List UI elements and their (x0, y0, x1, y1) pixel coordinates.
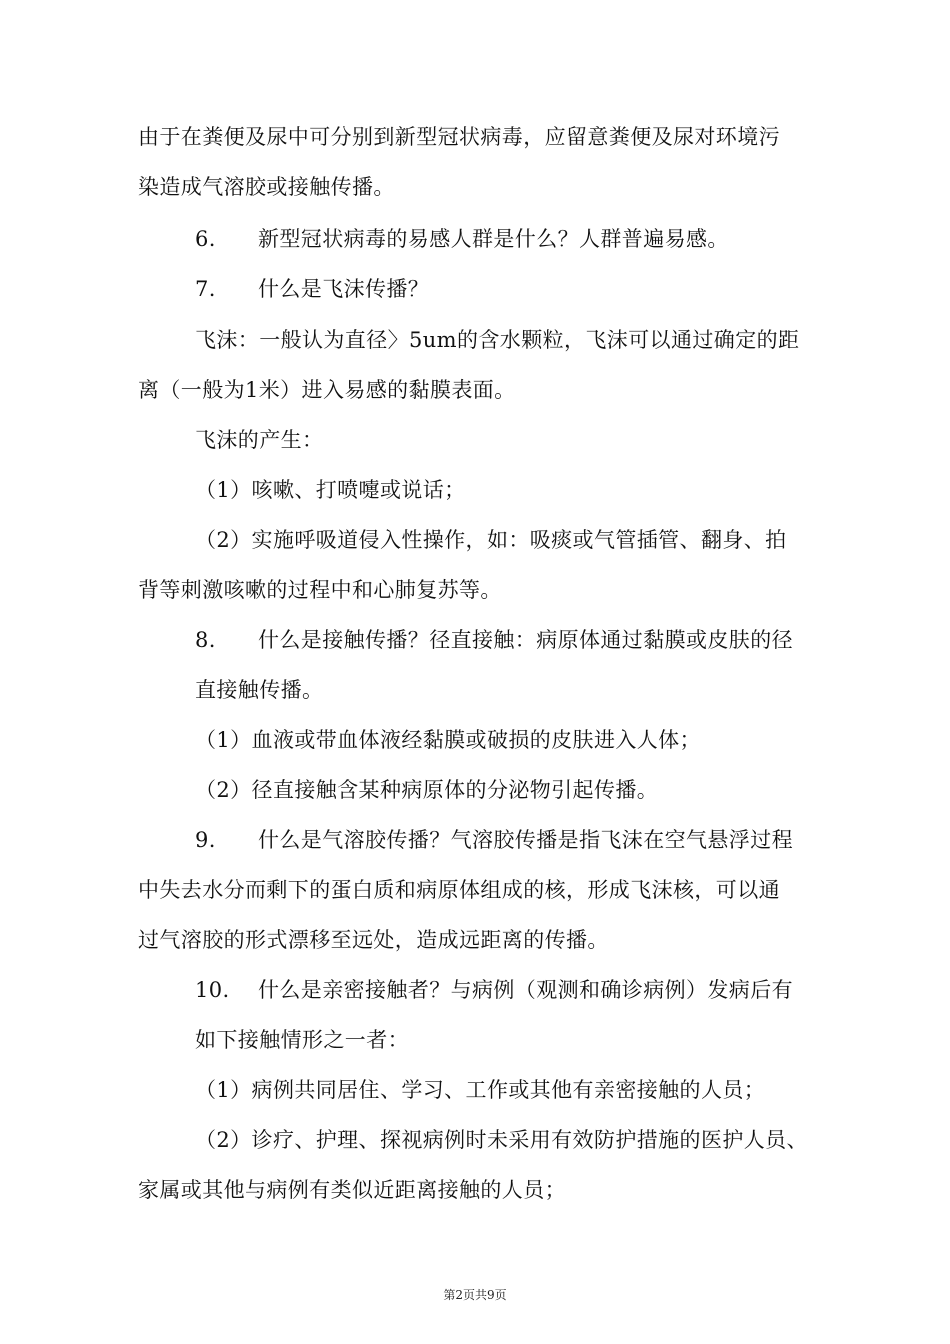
paragraph-line: 飞沫的产生： (195, 428, 324, 452)
list-item: （2）诊疗、护理、探视病例时未采用有效防护措施的医护人员、 (195, 1128, 808, 1152)
paragraph-line: 染造成气溶胶或接触传播。 (138, 175, 395, 199)
paragraph-line: 背等刺激咳嗽的过程中和心肺复苏等。 (138, 578, 502, 602)
paragraph-line: 飞沫：一般认为直径〉5um的含水颗粒，飞沫可以通过确定的距 (195, 328, 800, 352)
paragraph-line: 中失去水分而剩下的蛋白质和病原体组成的核，形成飞沫核，可以通 (138, 878, 780, 902)
question-line: 什么是飞沫传播？ (258, 277, 430, 301)
paragraph-line: 离（一般为1米）进入易感的黏膜表面。 (138, 378, 516, 402)
question-line: 什么是气溶胶传播？气溶胶传播是指飞沫在空气悬浮过程 (258, 828, 793, 852)
paragraph-line: 由于在粪便及尿中可分别到新型冠状病毒，应留意粪便及尿对环境污 (138, 125, 780, 149)
list-item: （2）径直接触含某种病原体的分泌物引起传播。 (195, 778, 659, 802)
list-item: （1）咳嗽、打喷嚏或说话； (195, 478, 466, 502)
item-number: 8. (195, 628, 216, 652)
item-number: 6. (195, 227, 216, 251)
list-item: （2）实施呼吸道侵入性操作，如：吸痰或气管插管、翻身、拍 (195, 528, 787, 552)
question-line: 新型冠状病毒的易感人群是什么？人群普遍易感。 (258, 227, 729, 251)
question-line: 什么是亲密接触者？与病例（观测和确诊病例）发病后有 (258, 978, 793, 1002)
item-number: 10. (195, 978, 230, 1002)
paragraph-line: 家属或其他与病例有类似近距离接触的人员； (138, 1178, 566, 1202)
paragraph-line: 过气溶胶的形式漂移至远处，造成远距离的传播。 (138, 928, 609, 952)
paragraph-line: 直接触传播。 (195, 678, 324, 702)
item-number: 7. (195, 277, 216, 301)
page-footer: 第2页共9页 (443, 1288, 507, 1302)
item-number: 9. (195, 828, 216, 852)
question-line: 什么是接触传播？径直接触：病原体通过黏膜或皮肤的径 (258, 628, 793, 652)
list-item: （1）血液或带血体液经黏膜或破损的皮肤进入人体； (195, 728, 701, 752)
list-item: （1）病例共同居住、学习、工作或其他有亲密接触的人员； (195, 1078, 766, 1102)
paragraph-line: 如下接触情形之一者： (195, 1028, 409, 1052)
